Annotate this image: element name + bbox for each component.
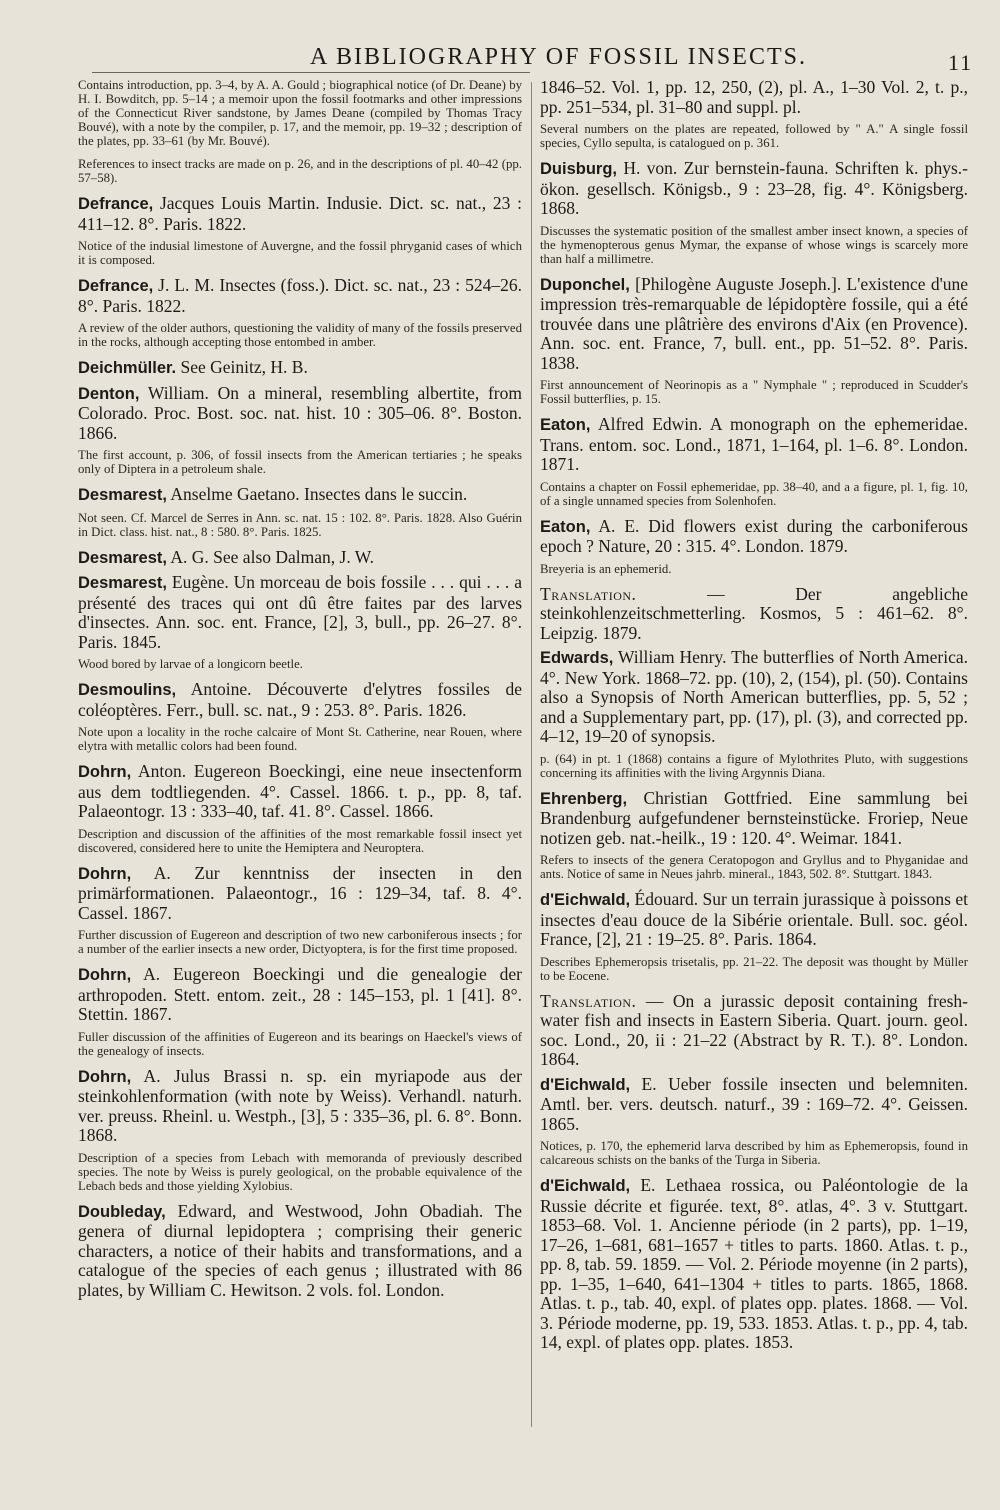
entry-text: William Henry. The butterflies of North America. 4°. New York. 1868–72. pp. (10), 2, (154), pl. (50). Contains also a Synopsis of North American butterflies, pp. 5, 52 ; and a Supplementary part, pp. (17), pl. (3), and corrected pp. 4–12, 19–20 of synopsis.	[540, 647, 968, 746]
author-name: Denton,	[78, 384, 140, 403]
bibliography-entry	[540, 415, 968, 475]
note-text: Contains introduction, pp. 3–4, by A. A. Gould ; biographical notice (of Dr. Deane) by H. I. Bowditch, pp. 5–14 ; a memoir upon the fossil footmarks and other impressions of the Connecticut River sandstone, by James Deane (compiled by Thomas Tracy Bouvé), with a note by the compiler, p. 17, and the memoir, pp. 19–32 ; description of the plates, pp. 33–61 (by Mr. Bouvé).	[78, 78, 522, 148]
author-name: d'Eichwald,	[540, 1177, 631, 1195]
entry-text: Eugène. Un morceau de bois fossile . . . qui . . . a présenté des traces qui ont dû être faites par des larves d'insectes. Ann. soc. ent. France, [2], 3, bull., pp. 26–27. 8°. Paris. 1845.	[78, 572, 522, 652]
page-number: 11	[948, 50, 974, 75]
entry-text: A. Eugereon Boeckingi und die genealogie der arthropoden. Stett. entom. zeit., 28 : 145–153, pl. 1 [41]. 8°. Stettin. 1867.	[78, 964, 522, 1024]
author-name: Ehrenberg,	[540, 789, 628, 808]
entry-text: E. Lethaea rossica, ou Paléontologie de la Russie décrite et figurée. text, 8°. atlas, 4°. 3 v. Stuttgart. 1853–68. Vol. 1. Ancienne période (in 2 parts), pp. 1–19, 17–26, 1–681, 681–1657 + titles to parts. 1860. Atlas. t. p., pp. 8, tab. 59. 1859. — Vol. 2. Période moyenne (in 2 parts), pp. 1–35, 1–640, 641–1304 + titles to parts. 1865, 1868. Atlas. t. p., tab. 40, expl. of plates opp. plates. 1868. — Vol. 3. Période moderne, pp. 19, 533. 1853. Atlas. t. p., pp. 4, tab. 14, expl. of plates opp. plates. 1853.	[540, 1175, 968, 1352]
author-name: Eaton,	[540, 517, 591, 536]
annotation-note	[78, 928, 522, 956]
annotation-note	[78, 511, 522, 539]
note-text: Refers to insects of the genera Ceratopogon and Gryllus and to Phyganidae and ants. Notice of same in Neues jahrb. mineral., 1843, 502. 8°. Stuttgart. 1843.	[540, 853, 968, 881]
note-text: First announcement of Neorinopis as a " Nymphale " ; reproduced in Scudder's Fossil butterflies, p. 15.	[540, 378, 968, 406]
annotation-note	[540, 224, 968, 266]
header-rule	[92, 72, 530, 73]
bibliography-entry	[540, 517, 968, 557]
entry-text: Anton. Eugereon Boeckingi, eine neue insectenform aus dem todtliegenden. 4°. Cassel. 1866. t. p., pp. 8, taf. Palaeontogr. 13 : 333–40, taf. 41. 8°. Cassel. 1866.	[78, 761, 522, 821]
bibliography-entry	[78, 864, 522, 924]
bibliography-entry	[540, 992, 968, 1070]
bibliography-entry	[540, 275, 968, 374]
note-text: Notices, p. 170, the ephemerid larva described by him as Ephemeropsis, found in calcareous schists on the banks of the Turga in Siberia.	[540, 1139, 968, 1167]
annotation-note	[540, 378, 968, 406]
author-name: Dohrn,	[78, 966, 132, 984]
note-text: The first account, p. 306, of fossil insects from the American tertiaries ; he speaks only of Diptera in a petroleum shale.	[78, 448, 522, 476]
bibliography-entry	[78, 965, 522, 1025]
column-divider	[531, 82, 532, 1427]
author-name: d'Eichwald,	[540, 1075, 631, 1094]
translation-label: Translation.	[540, 583, 637, 604]
entry-text: A. E. Did flowers exist during the carboniferous epoch ? Nature, 20 : 315. 4°. London. 1879.	[540, 515, 968, 556]
bibliography-entry	[78, 680, 522, 720]
author-name: Duponchel,	[540, 275, 630, 294]
right-column	[540, 78, 968, 1468]
annotation-note	[540, 1139, 968, 1167]
entry-text: Edward, and Westwood, John Obadiah. The genera of diurnal lepidoptera ; comprising their generic characters, a notice of their habits and transformations, and a catalogue of the species of each genus ; illustrated with 86 plates, by William C. Hewitson. 2 vols. fol. London.	[78, 1200, 522, 1300]
note-text: Not seen. Cf. Marcel de Serres in Ann. sc. nat. 15 : 102. 8°. Paris. 1828. Also Guérin in Dict. class. hist. nat., 8 : 580. 8°. Paris. 1825.	[78, 510, 522, 539]
annotation-note	[78, 1030, 522, 1058]
annotation-note	[78, 157, 522, 185]
author-name: Dohrn,	[78, 864, 132, 883]
entry-text: E. Ueber fossile insecten und belemniten. Amtl. ber. vers. deutsch. naturf., 39 : 169–72. 4°. Geissen. 1865.	[540, 1073, 968, 1134]
bibliography-entry	[78, 358, 522, 379]
author-name: d'Eichwald,	[540, 891, 631, 909]
note-text: Wood bored by larvae of a longicorn beetle.	[78, 657, 303, 671]
author-name: Edwards,	[540, 649, 614, 667]
entry-text: — Der angebliche steinkohlenzeitschmetterling. Kosmos, 5 : 461–62. 8°. Leipzig. 1879.	[540, 583, 968, 643]
entry-text: A. Zur kenntniss der insecten in den primärformationen. Palaeontogr., 16 : 129–34, taf. 8. 4°. Cassel. 1867.	[78, 862, 522, 923]
note-text: Describes Ephemeropsis trisetalis, pp. 21–22. The deposit was thought by Müller to be Eocene.	[540, 954, 968, 983]
bibliography-entry	[540, 890, 968, 950]
bibliography-entry	[540, 1075, 968, 1135]
annotation-note	[540, 955, 968, 983]
entry-text: J. L. M. Insectes (foss.). Dict. sc. nat., 23 : 524–26. 8°. Paris. 1822.	[78, 275, 522, 316]
bibliography-entry	[540, 1176, 968, 1353]
entry-text: [Philogène Auguste Joseph.]. L'existence d'une impression très-remarquable de lépidoptère fossile, qui a été trouvée dans une plâtrière des environs d'Aix (en Provence). Ann. soc. ent. France, 7, bull. ent., pp. 51–52. 8°. Paris. 1838.	[540, 273, 968, 373]
entry-text: William. On a mineral, resembling albertite, from Colorado. Proc. Bost. soc. nat. hist. 10 : 305–06. 8°. Boston. 1866.	[78, 382, 522, 443]
bibliography-entry	[78, 1202, 522, 1301]
note-text: Contains a chapter on Fossil ephemeridae, pp. 38–40, and a a figure, pl. 1, fig. 10, of a single unnamed species from Solenhofen.	[540, 479, 968, 508]
annotation-note	[540, 752, 968, 780]
author-name: Duisburg,	[540, 160, 617, 178]
annotation-note	[540, 853, 968, 881]
author-name: Desmarest,	[78, 486, 167, 504]
note-text: Note upon a locality in the roche calcaire of Mont St. Catherine, near Rouen, where elytra with metallic colors had been found.	[78, 725, 522, 753]
entry-text: Anselme Gaetano. Insectes dans le succin.	[166, 484, 468, 504]
bibliography-entry	[540, 78, 968, 117]
bibliography-entry	[78, 1067, 522, 1146]
bibliography-entry	[78, 573, 522, 652]
author-name: Desmoulins,	[78, 681, 177, 699]
annotation-note	[540, 122, 968, 150]
annotation-note	[78, 657, 522, 671]
annotation-note	[78, 448, 522, 476]
note-text: Discusses the systematic position of the smallest amber insect known, a species of the hymenopterous genus Mymar, the expanse of whose wings is scarcely more than half a millimetre.	[540, 223, 968, 266]
annotation-note	[78, 1151, 522, 1193]
author-name: Defrance,	[78, 277, 154, 295]
note-text: Breyeria is an ephemerid.	[540, 561, 672, 576]
entry-text: — On a jurassic deposit containing fresh-water fish and insects in Eastern Siberia. Quart. journ. geol. soc. Lond., 20, ii : 21–22 (Abstract by R. T.). 8°. London. 1864.	[540, 990, 968, 1069]
annotation-note	[78, 78, 522, 148]
annotation-note	[540, 562, 968, 576]
annotation-note	[78, 239, 522, 267]
entry-text: Jacques Louis Martin. Indusie. Dict. sc. nat., 23 : 411–12. 8°. Paris. 1822.	[78, 193, 522, 234]
bibliography-entry	[78, 762, 522, 822]
entry-text: A. Julus Brassi n. sp. ein myriapode aus der steinkohlenformation (with note by Weiss). Verhandl. naturh. ver. preuss. Rheinl. u. Westph., [3], 5 : 335–36, pl. 6. 8°. Bonn. 1868.	[78, 1065, 522, 1145]
page-title: A BIBLIOGRAPHY OF FOSSIL INSECTS.	[310, 44, 807, 70]
entry-text: Christian Gottfried. Eine sammlung bei Brandenburg aufgefundener bernsteinstücke. Froriep, Neue notizen geb. nat.-heilk., 19 : 120. 4°. Weimar. 1841.	[540, 787, 968, 848]
author-name: Desmarest,	[78, 574, 167, 592]
entry-text: 1846–52. Vol. 1, pp. 12, 250, (2), pl. A., 1–30 Vol. 2, t. p., pp. 251–534, pl. 31–80 and suppl. pl.	[540, 78, 968, 117]
entry-text: Alfred Edwin. A monograph on the ephemeridae. Trans. entom. soc. Lond., 1871, 1–164, pl. 1–6. 8°. London. 1871.	[540, 414, 968, 474]
entry-text: H. von. Zur bernstein-fauna. Schriften k. phys.-ökon. gesellsch. Königsb., 9 : 23–28, fig. 4°. Königsberg. 1868.	[540, 158, 968, 218]
note-text: Description and discussion of the affinities of the most remarkable fossil insect yet discovered, considered here to unite the Hemiptera and Neuroptera.	[78, 826, 522, 855]
entry-text: Antoine. Découverte d'elytres fossiles de coléoptères. Ferr., bull. sc. nat., 9 : 253. 8°. Paris. 1826.	[78, 679, 522, 720]
bibliography-entry	[540, 789, 968, 849]
note-text: Notice of the indusial limestone of Auvergne, and the fossil phryganid cases of which it is composed.	[78, 239, 522, 267]
author-name: Defrance,	[78, 195, 154, 213]
note-text: Further discussion of Eugereon and description of two new carboniferous insects ; for a number of the earlier insects a new order, Dictyoptera, is for the first time proposed.	[78, 928, 522, 956]
author-name: Doubleday,	[78, 1202, 166, 1221]
annotation-note	[78, 827, 522, 855]
bibliography-entry	[78, 276, 522, 316]
author-name: Dohrn,	[78, 1067, 132, 1086]
author-name: Eaton,	[540, 416, 591, 434]
annotation-note	[540, 480, 968, 508]
bibliography-entry	[540, 585, 968, 644]
bibliography-entry	[540, 648, 968, 747]
bibliography-entry	[540, 159, 968, 219]
note-text: Several numbers on the plates are repeated, followed by " A." A single fossil species, Cyllo sepulta, is catalogued on p. 361.	[540, 122, 968, 150]
note-text: A review of the older authors, questioning the validity of many of the fossils preserved in the rocks, although accepting those entombed in amber.	[78, 321, 522, 349]
bibliography-entry	[78, 548, 522, 569]
author-name: Dohrn,	[78, 763, 132, 781]
note-text: References to insect tracks are made on p. 26, and in the descriptions of pl. 40–42 (pp. 57–58).	[78, 157, 522, 185]
note-text: Fuller discussion of the affinities of Eugereon and its bearings on Haeckel's views of the genealogy of insects.	[78, 1029, 522, 1058]
bibliography-entry	[78, 485, 522, 506]
running-head	[0, 40, 1000, 76]
entry-text: See Geinitz, H. B.	[176, 357, 308, 377]
translation-label: Translation.	[540, 990, 637, 1011]
entry-text: Édouard. Sur un terrain jurassique à poissons et insectes d'eau douce de la Sibérie orientale. Bull. soc. géol. France, [2], 21 : 19–25. 8°. Paris. 1864.	[540, 889, 968, 949]
annotation-note	[78, 725, 522, 753]
bibliography-entry	[78, 194, 522, 234]
left-column	[78, 78, 522, 1438]
author-name: Desmarest,	[78, 548, 167, 567]
bibliography-entry	[78, 384, 522, 444]
author-name: Deichmüller.	[78, 359, 177, 377]
note-text: Description of a species from Lebach with memoranda of previously described species. The note by Weiss is purely geological, on the probable equivalence of the Lebach beds and those yielding Xylobius.	[78, 1150, 522, 1193]
entry-text: A. G. See also Dalman, J. W.	[166, 546, 375, 567]
annotation-note	[78, 321, 522, 349]
note-text: p. (64) in pt. 1 (1868) contains a figure of Mylothrites Pluto, with suggestions concerning its affinities with the living Argynnis Diana.	[540, 751, 968, 780]
